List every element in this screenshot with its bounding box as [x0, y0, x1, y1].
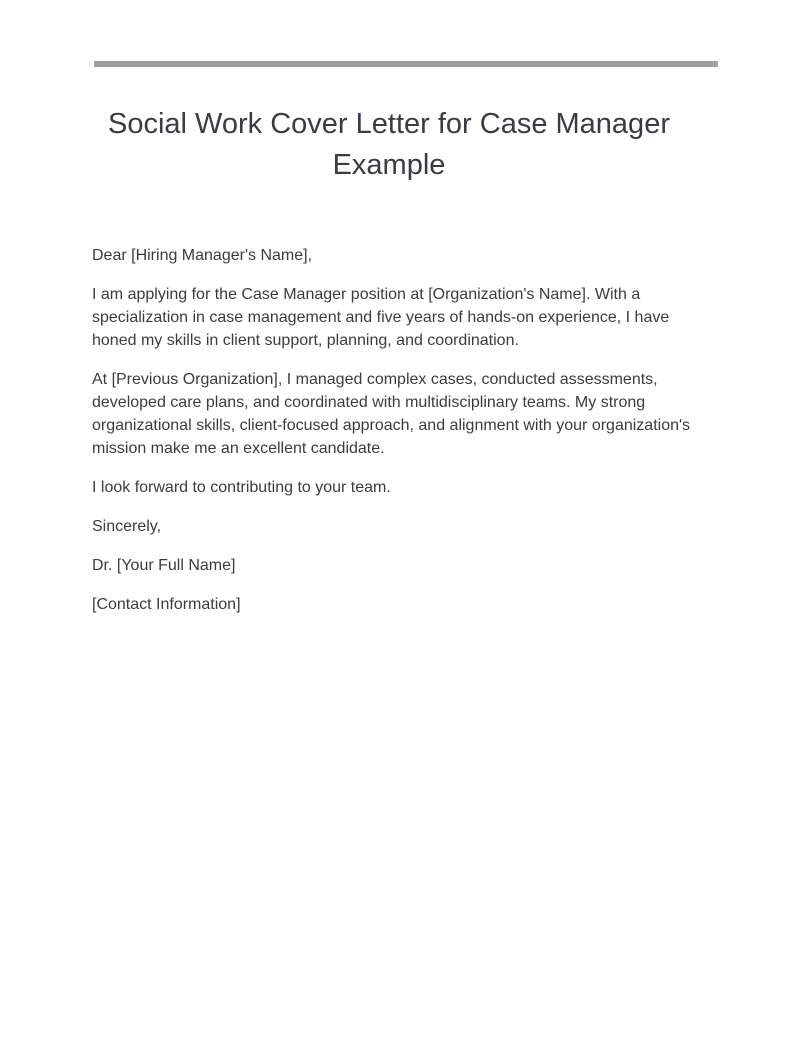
- page-title: Social Work Cover Letter for Case Manager Example: [108, 108, 670, 181]
- letter-body: [92, 244, 692, 632]
- closing: Sincerely,: [92, 518, 162, 535]
- signature-name: Dr. [Your Full Name]: [92, 557, 236, 574]
- paragraph-closing: I look forward to contributing to your team.: [92, 479, 391, 496]
- paragraph-intro: I am applying for the Case Manager position at [Organization's Name]. With a specialization in case management and five years of hands-on experience, I have honed my skills in client support, planning, and coordination.: [92, 286, 670, 349]
- salutation: Dear [Hiring Manager's Name],: [92, 247, 313, 264]
- paragraph-experience: At [Previous Organization], I managed complex cases, conducted assessments, developed care plans, and coordinated with multidisciplinary teams. My strong organizational skills, client-focused approach, and alignment with your organization's mission make me an excellent candidate.: [92, 371, 691, 457]
- contact-information: [Contact Information]: [92, 596, 241, 613]
- top-divider: [94, 61, 718, 67]
